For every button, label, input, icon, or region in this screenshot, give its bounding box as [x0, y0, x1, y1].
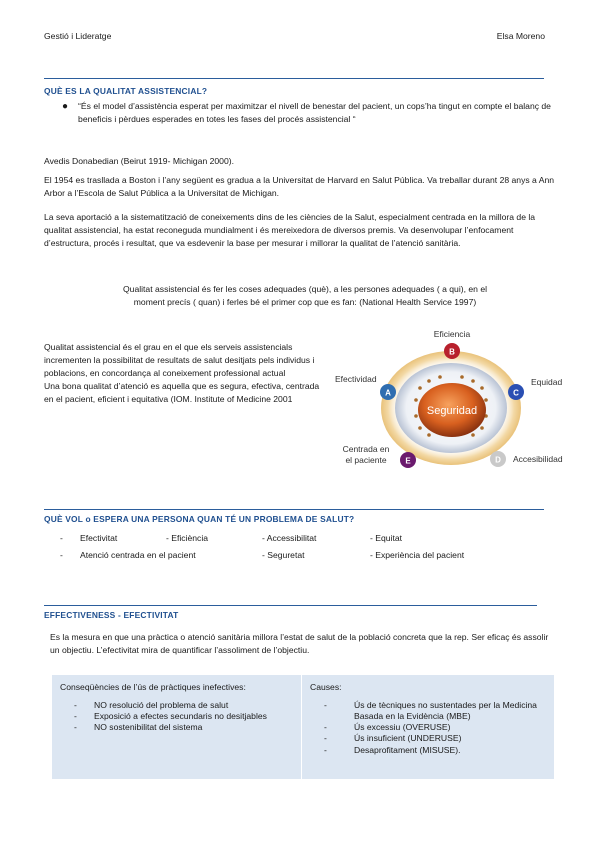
node-b-letter: B — [449, 347, 455, 357]
list-item: - — [60, 533, 63, 543]
list-item: - Experiència del pacient — [370, 549, 465, 560]
list-item: - NO sostenibilitat del sistema — [74, 722, 203, 733]
expectations-row-2 — [60, 549, 540, 562]
cause-text: Ús insuficient (UNDERUSE) — [354, 733, 462, 744]
list-item: - Ús insuficient (UNDERUSE) — [324, 733, 462, 744]
effectiveness-definition: Es la mesura en que una pràctica o atenció sanitària millora l’estat de salut de la població concreta que la rep. Ser eficaç és assolir un objectiu. L’efectivitat mira de quantificar l’assoliment de l’objectiu. — [50, 632, 549, 655]
quality-dimensions-diagram — [328, 326, 573, 476]
node-e-label-line1: Centrada en — [342, 444, 390, 454]
section-rule-3 — [44, 605, 537, 606]
node-c-letter: C — [513, 388, 519, 398]
node-e-label-line2: el paciente — [345, 455, 387, 465]
nhs-quote: Qualitat assistencial és fer les coses adequades (què), a les persones adequades ( a qui), en el moment precís ( quan) i ferles bé el primer cop que es fan: (National Health Service 1997) — [122, 284, 488, 307]
list-item: Efectivitat — [80, 533, 118, 543]
node-d-letter: D — [495, 455, 501, 465]
consequence-text: NO resolució del problema de salut — [94, 699, 229, 710]
list-item: - Seguretat — [262, 549, 305, 560]
header-author: Elsa Moreno — [496, 31, 545, 41]
list-item: - Exposició a efectes secundaris no desitjables — [74, 711, 267, 722]
cause-text: Ús de tècniques no sustentades per la Medicina Basada en la Evidència (MBE) — [354, 699, 537, 722]
node-a-letter: A — [385, 388, 391, 398]
section-title-quality: QUÈ ES LA QUALITAT ASSISTENCIAL? — [44, 86, 208, 96]
definition-quote-text: “És el model d’assistència esperat per maximitzar el nivell de benestar del pacient, un cops’ha tingut en compte el balanç de beneficis i pèrdues esperades en totes les fases del procés assistencial “ — [78, 101, 551, 124]
cause-text: Ús excessiu (OVERUSE) — [354, 722, 451, 733]
definition-quote — [62, 100, 557, 126]
list-item: - Ús de tècniques no sustentades per la Medicina Basada en la Evidència (MBE) — [310, 700, 546, 722]
causes-list — [310, 700, 546, 756]
consequence-text: NO sostenibilitat del sistema — [94, 722, 203, 733]
list-item: - Eficiència — [166, 533, 209, 543]
list-item: - NO resolució del problema de salut — [74, 699, 229, 710]
list-item: Atenció centrada en el pacient — [80, 549, 196, 560]
causes-column — [302, 675, 554, 779]
section-title-effectiveness: EFFECTIVENESS - EFECTIVITAT — [44, 610, 179, 620]
donabedian-contribution: La seva aportació a la sistematització de coneixements dins de les ciències de la Salut, especialment centrada en la millora de la qualitat assistencial, ha estat reconeguda mundialment i és mereixedora de diversos premis. Va desenvolupar l’enfocament d’estructura, procés i resultat, que va esdevenir la base per mesurar i millorar la qualitat de l’atenció sanitària. — [44, 212, 536, 248]
list-item: - Ús excessiu (OVERUSE) — [324, 722, 451, 733]
node-a-label: Efectividad — [335, 374, 377, 384]
list-item: - Desaprofitament (MISUSE). — [324, 744, 461, 755]
consequence-text: Exposició a efectes secundaris no desitjables — [94, 711, 267, 722]
list-item: - Accessibilitat — [262, 533, 317, 543]
list-item: - Equitat — [370, 533, 403, 543]
page-header — [44, 30, 545, 43]
node-d-label: Accesibilidad — [513, 454, 563, 464]
donabedian-intro: Avedis Donabedian (Beirut 1919- Michigan 2000). — [44, 156, 234, 166]
quality-definitions — [44, 341, 329, 405]
donabedian-bio: El 1954 es trasllada a Boston i l’any següent es gradua a la Universitat de Harvard en Salut Pública. Va treballar durant 28 anys a Ann Arbor a l’Escola de Salut Pública a la Universitat de Michigan. — [44, 175, 555, 198]
node-e-letter: E — [405, 456, 411, 466]
expectations-list — [60, 532, 540, 566]
quality-definition-2: Una bona qualitat d’atenció es aquella que es segura, efectiva, centrada en el pacient, eficient i equitativa (IOM. Institute of Medicine 2001 — [44, 380, 320, 404]
node-b-label: Eficiencia — [433, 329, 471, 339]
cause-text: Desaprofitament (MISUSE). — [354, 744, 461, 755]
node-c-label: Equidad — [531, 377, 563, 387]
effectiveness-table — [52, 675, 554, 779]
consequences-list — [60, 700, 293, 734]
bullet-icon: ● — [62, 101, 69, 112]
quality-definition-1: Qualitat assistencial és el grau en el que els serveis assistencials incrementen la possibilitat de resultats de salut desitjats pels individus i poblacions, en concordança al coneixement professional actual — [44, 342, 315, 378]
consequences-column — [52, 675, 302, 779]
causes-heading: Causes: — [310, 682, 342, 692]
center-label: Seguridad — [426, 405, 478, 417]
list-item: - — [60, 549, 63, 560]
consequences-heading: Conseqüències de l’ús de pràctiques inefectives: — [60, 682, 246, 692]
header-subject: Gestió i Lideratge — [44, 31, 112, 41]
section-rule-1 — [44, 78, 544, 79]
section-rule-2 — [44, 509, 544, 510]
expectations-row-1 — [60, 532, 540, 545]
section-title-expectations: QUÈ VOL o ESPERA UNA PERSONA QUAN TÉ UN PROBLEMA DE SALUT? — [44, 514, 355, 524]
diagram-svg — [328, 326, 573, 476]
